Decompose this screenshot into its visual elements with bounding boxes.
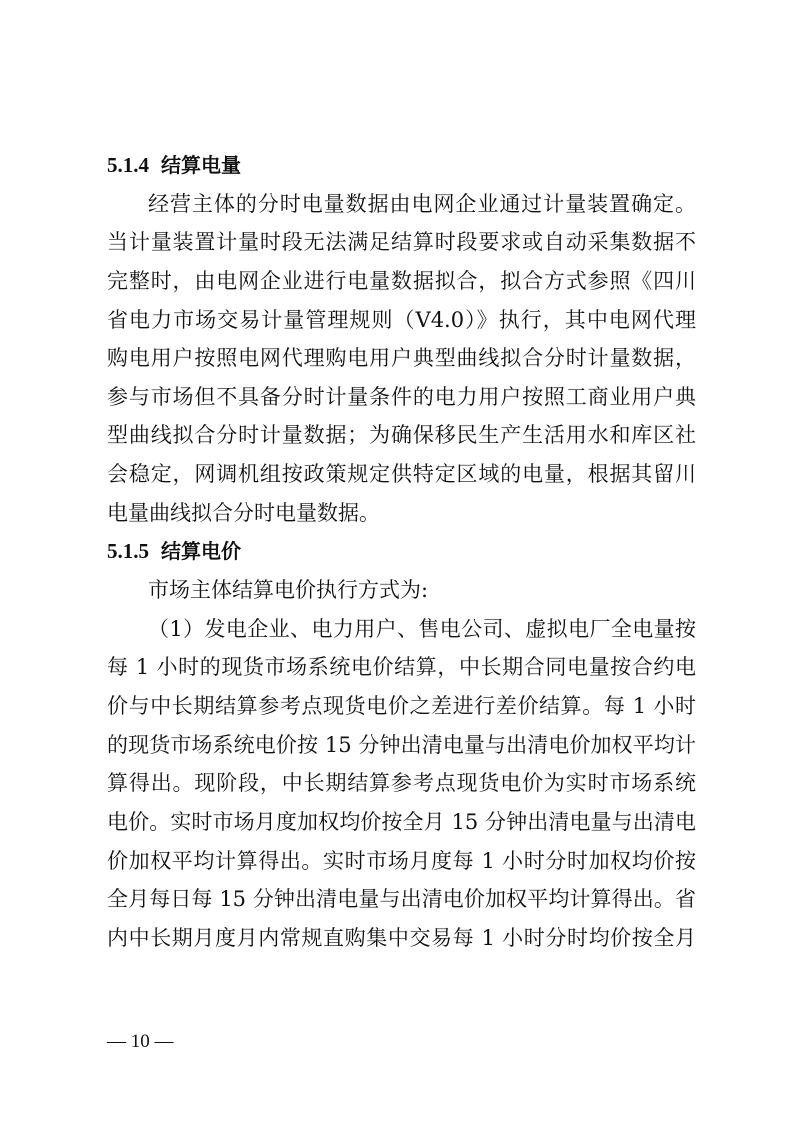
- document-body: [107, 146, 696, 957]
- paragraph-line: 当计量装置计量时段无法满足结算时段要求或自动采集数据不: [107, 230, 696, 255]
- section-number: 5.1.4: [107, 153, 149, 177]
- paragraph-line: 市场主体结算电价执行方式为:: [148, 578, 429, 603]
- paragraph-line: 经营主体的分时电量数据由电网企业通过计量装置确定。: [148, 191, 696, 216]
- paragraph-line: 内中长期月度月内常规直购集中交易每 1 小时分时均价按全月: [107, 925, 696, 950]
- paragraph-line: 会稳定，网调机组按政策规定供特定区域的电量，根据其留川: [107, 462, 696, 487]
- section-number: 5.1.5: [107, 539, 149, 564]
- section-heading-5-1-5: [107, 532, 696, 571]
- paragraph-line: 省电力市场交易计量管理规则（V4.0）》执行，其中电网代理: [107, 307, 696, 332]
- paragraph-line: 全月每日每 15 分钟出清电量与出清电价加权平均计算得出。省: [107, 887, 696, 912]
- paragraph-line: 参与市场但不具备分时计量条件的电力用户按照工商业用户典: [107, 384, 696, 409]
- paragraph-line: 购电用户按照电网代理购电用户典型曲线拟合分时计量数据，: [107, 346, 696, 371]
- paragraph-line: 电价。实时市场月度加权均价按全月 15 分钟出清电量与出清电: [107, 809, 696, 834]
- paragraph-line: 每 1 小时的现货市场系统电价结算，中长期合同电量按合约电: [107, 655, 696, 680]
- paragraph-line: 完整时，由电网企业进行电量数据拟合，拟合方式参照《四川: [107, 268, 696, 293]
- paragraph-line: 电量曲线拟合分时电量数据。: [107, 500, 380, 525]
- paragraph-line: 价与中长期结算参考点现货电价之差进行差价结算。每 1 小时: [107, 693, 696, 718]
- paragraph-line: 型曲线拟合分时计量数据；为确保移民生产生活用水和库区社: [107, 423, 696, 448]
- paragraph-line: 的现货市场系统电价按 15 分钟出清电量与出清电价加权平均计: [107, 732, 696, 757]
- paragraph-line: 价加权平均计算得出。实时市场月度每 1 小时分时加权均价按: [107, 848, 696, 873]
- paragraph-line: （1）发电企业、电力用户、售电公司、虚拟电厂全电量按: [148, 616, 696, 641]
- page-number: — 10 —: [107, 1031, 174, 1052]
- paragraph-line: 算得出。现阶段，中长期结算参考点现货电价为实时市场系统: [107, 771, 696, 796]
- section-title: 结算电价: [161, 539, 241, 564]
- section-heading-5-1-4: [107, 146, 696, 185]
- section-title: 结算电量: [161, 153, 241, 177]
